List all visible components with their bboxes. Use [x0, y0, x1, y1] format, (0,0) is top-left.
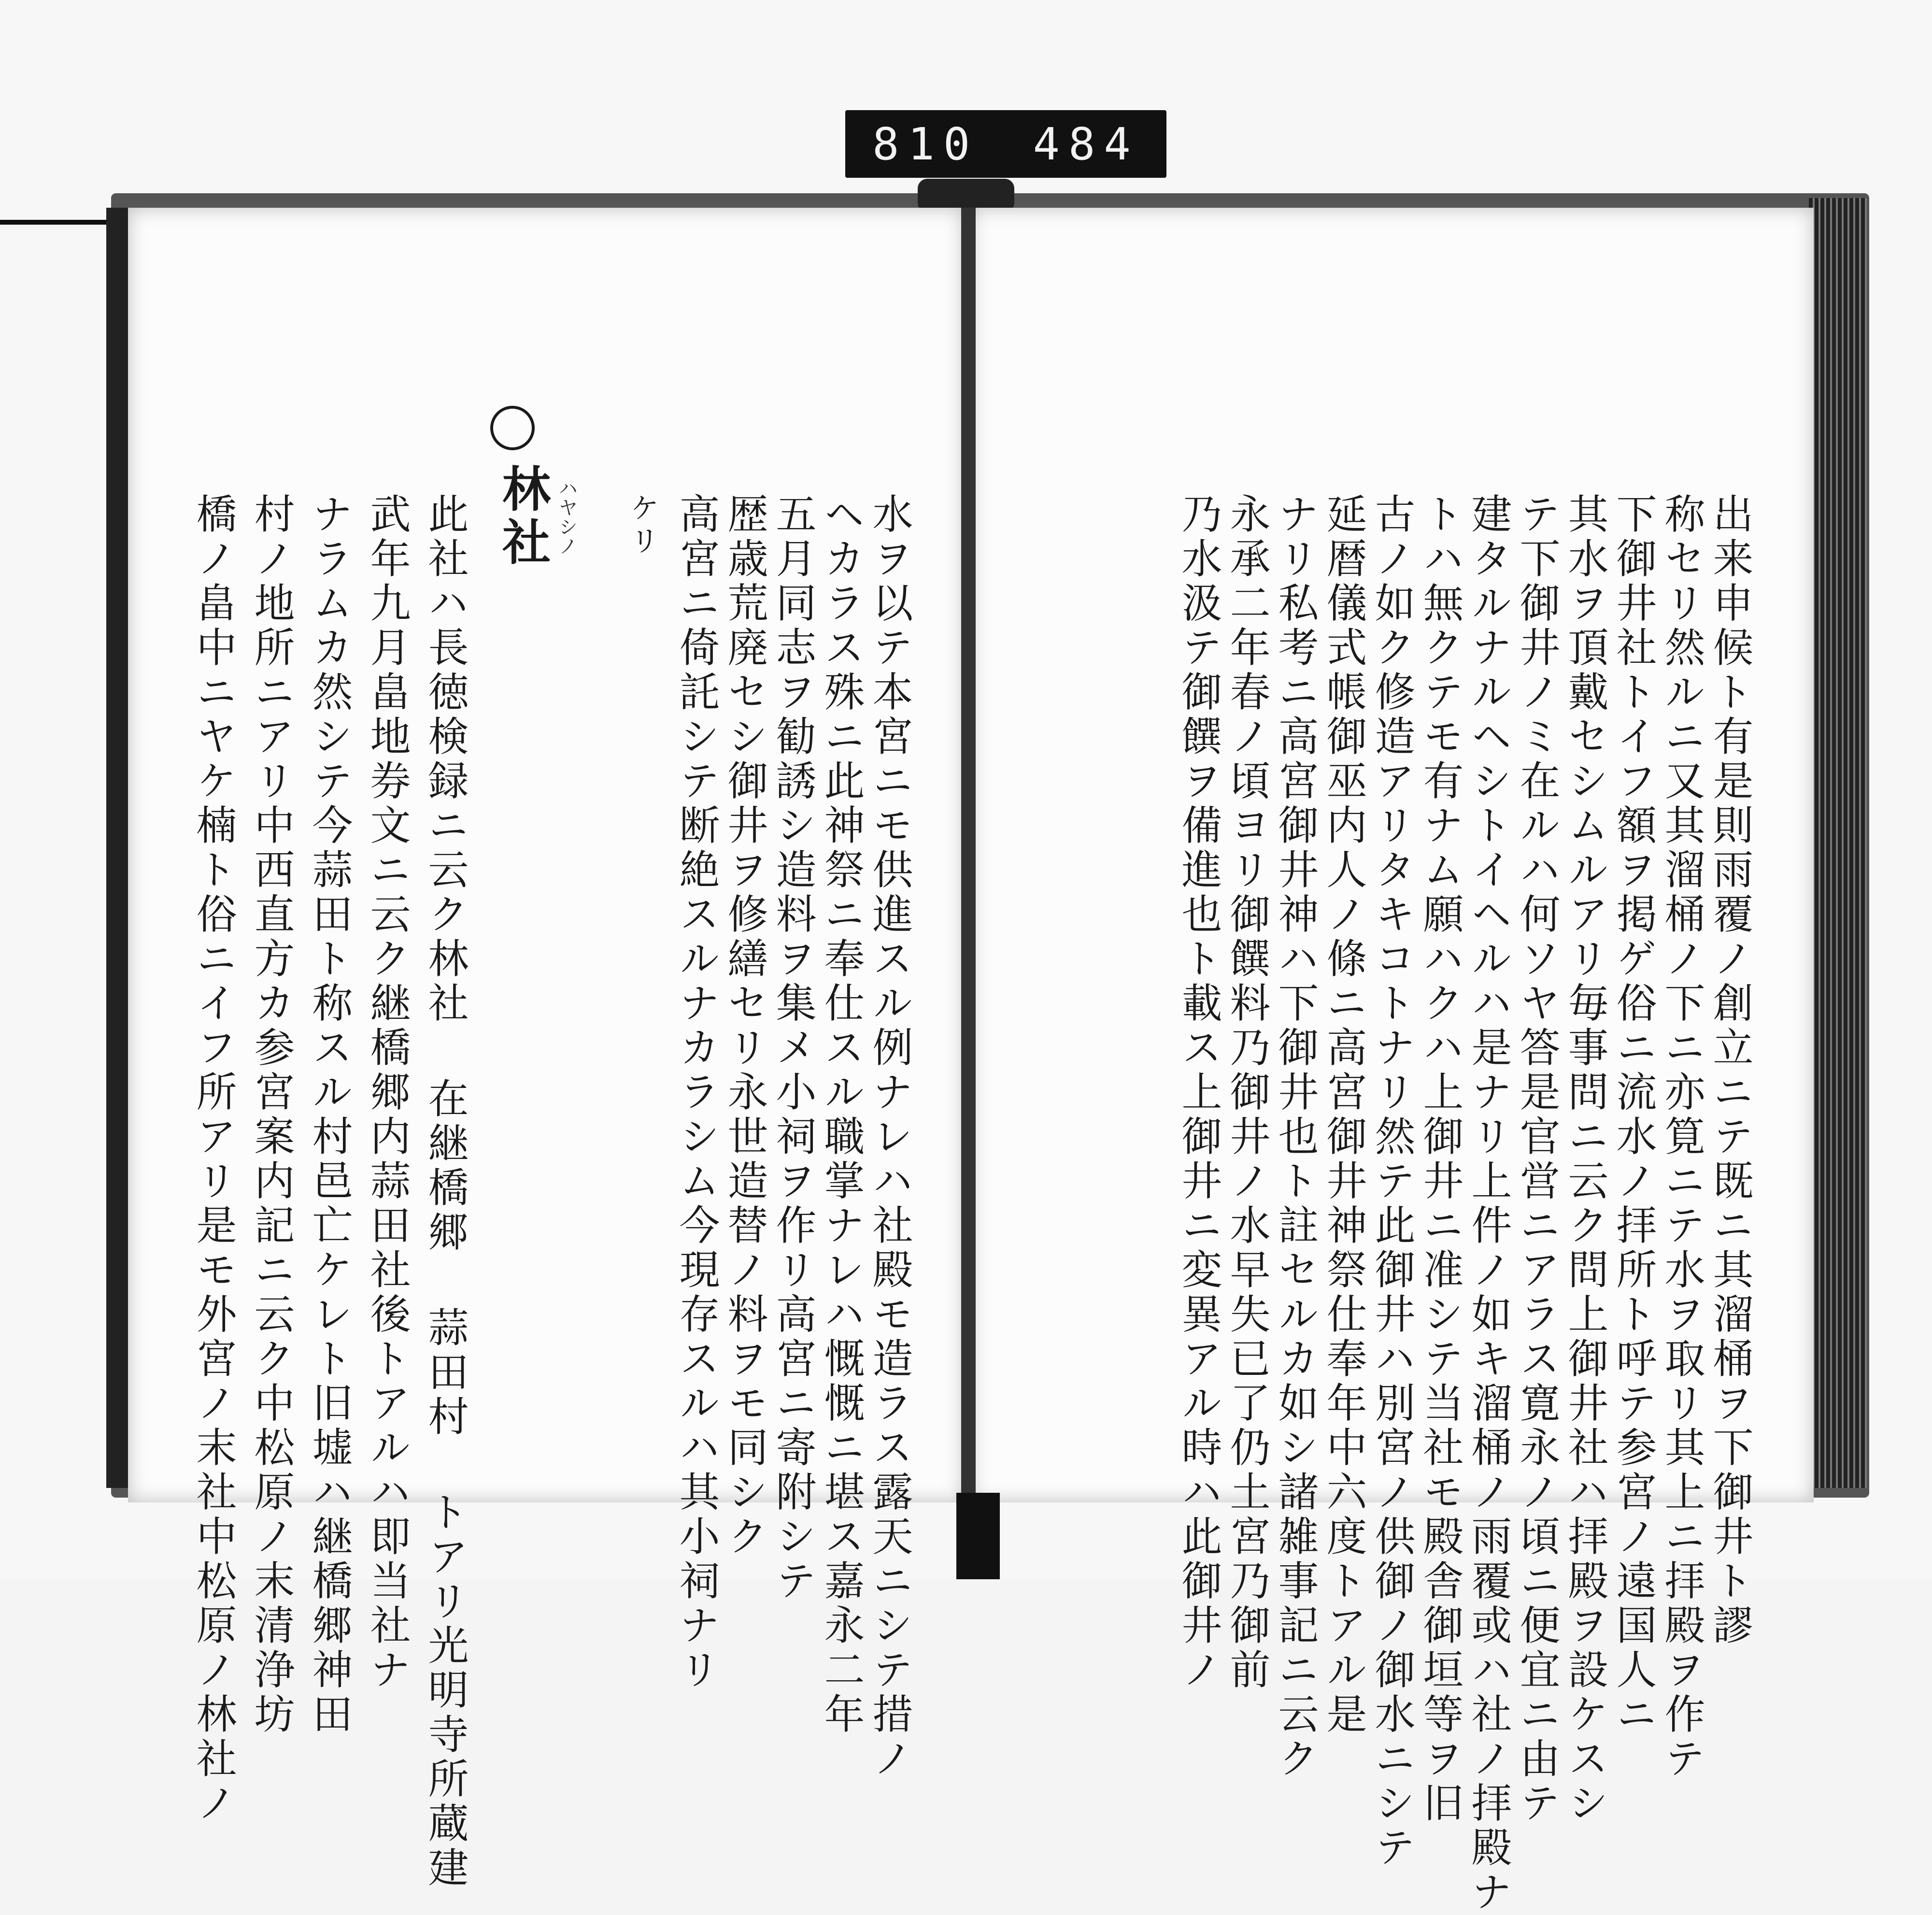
right-page-column: 永承二年春ノ頃ヨリ御饌料乃御井ノ水早失已了仍土宮乃御前 — [1223, 493, 1271, 1693]
left-page-column: 歴歳荒廃セシ御井ヲ修繕セリ永世造替ノ料ヲモ同シク — [721, 493, 768, 1559]
left-page-column: ヘカラス殊ニ此神祭ニ奉仕スル職掌ナレハ慨慨ニ堪ス嘉永二年 — [818, 493, 865, 1737]
right-page-column: 出来申候ト有是則雨覆ノ創立ニテ既ニ其溜桶ヲ下御井ト謬 — [1706, 493, 1754, 1648]
right-page-column: 延暦儀式帳御巫内人ノ條ニ高宮御井神祭仕奉年中六度トアル是 — [1320, 493, 1367, 1737]
left-page-column: 村ノ地所ニアリ中西直方カ参宮案内記ニ云ク中松原ノ末清浄坊 — [248, 493, 295, 1737]
right-page-column: 古ノ如ク修造アリタキコトナリ然テ此御井ハ別宮ノ供御ノ御水ニシテ — [1368, 493, 1416, 1871]
right-page-column: 下御井社トイフ額ヲ掲ゲ俗ニ流水ノ拝所ト呼テ参宮ノ遠国人ニ — [1610, 493, 1657, 1737]
right-page-column: ナリ私考ニ高宮御井神ハ下御井也ト註セルカ如シ諸雑事記ニ云ク — [1272, 493, 1319, 1782]
frame-number-right: 484 — [1033, 118, 1139, 170]
section-heading-reading: ハヤシノ — [555, 478, 578, 556]
right-page-edges — [1809, 198, 1867, 1488]
section-marker-circle-icon — [490, 406, 535, 450]
left-page-column: 高宮ニ倚託シテ断絶スルナカラシム今現存スルハ其小祠ナリ — [673, 493, 720, 1693]
left-page-column: ナラムカ然シテ今蒜田ト称スル村邑亡ケレト旧墟ハ継橋郷神田 — [306, 493, 353, 1737]
microfilm-frame-label — [845, 110, 1166, 178]
book-spine-bottom — [956, 1493, 1000, 1579]
book-gutter — [961, 208, 976, 1502]
right-page-column: 称セリ然ルニ又其溜桶ノ下ニ亦筧ニテ水ヲ取リ其上ニ拝殿ヲ作テ — [1658, 493, 1705, 1782]
left-page-column: 武年九月畠地券文ニ云ク継橋郷内蒜田社後トアルハ即当社ナ — [364, 493, 411, 1693]
right-page-column: 建タルナルヘシトイヘルハ是ナリ上件ノ如キ溜桶ノ雨覆或ハ社ノ拝殿ナ — [1465, 493, 1512, 1915]
left-page-edges — [106, 208, 128, 1488]
right-page-column: 其水ヲ頂戴セシムルアリ毎事問ニ云ク問上御井社ハ拝殿ヲ設ケスシ — [1562, 493, 1609, 1826]
left-page-column: ケリ — [625, 493, 659, 558]
right-page-column: トハ無クテモ有ナム願ハクハ上御井ニ准シテ当社モ殿舎御垣等ヲ旧 — [1417, 493, 1464, 1826]
right-page-column: テ下御井ノミ在ルハ何ソヤ答是官営ニアラス寛永ノ頃ニ便宜ニ由テ — [1513, 493, 1561, 1826]
left-page-column: 水ヲ以テ本宮ニモ供進スル例ナレハ社殿モ造ラス露天ニシテ措ノ — [866, 493, 913, 1782]
left-page-column: 此社ハ長徳検録ニ云ク林社 在継橋郷 蒜田村 トアリ光明寺所蔵建 — [422, 493, 469, 1891]
left-page-column: 五月同志ヲ勧誘シ造料ヲ集メ小祠ヲ作リ高宮ニ寄附シテ — [769, 493, 817, 1604]
right-page-column: 乃水汲テ御饌ヲ備進也ト載ス上御井ニ変異アル時ハ此御井ノ — [1175, 493, 1222, 1693]
section-heading: 林社 — [494, 464, 551, 570]
left-page-column: 橋ノ畠中ニヤケ楠ト俗ニイフ所アリ是モ外宮ノ末社中松原ノ林社ノ — [190, 493, 237, 1826]
frame-number-left: 810 — [872, 118, 979, 170]
